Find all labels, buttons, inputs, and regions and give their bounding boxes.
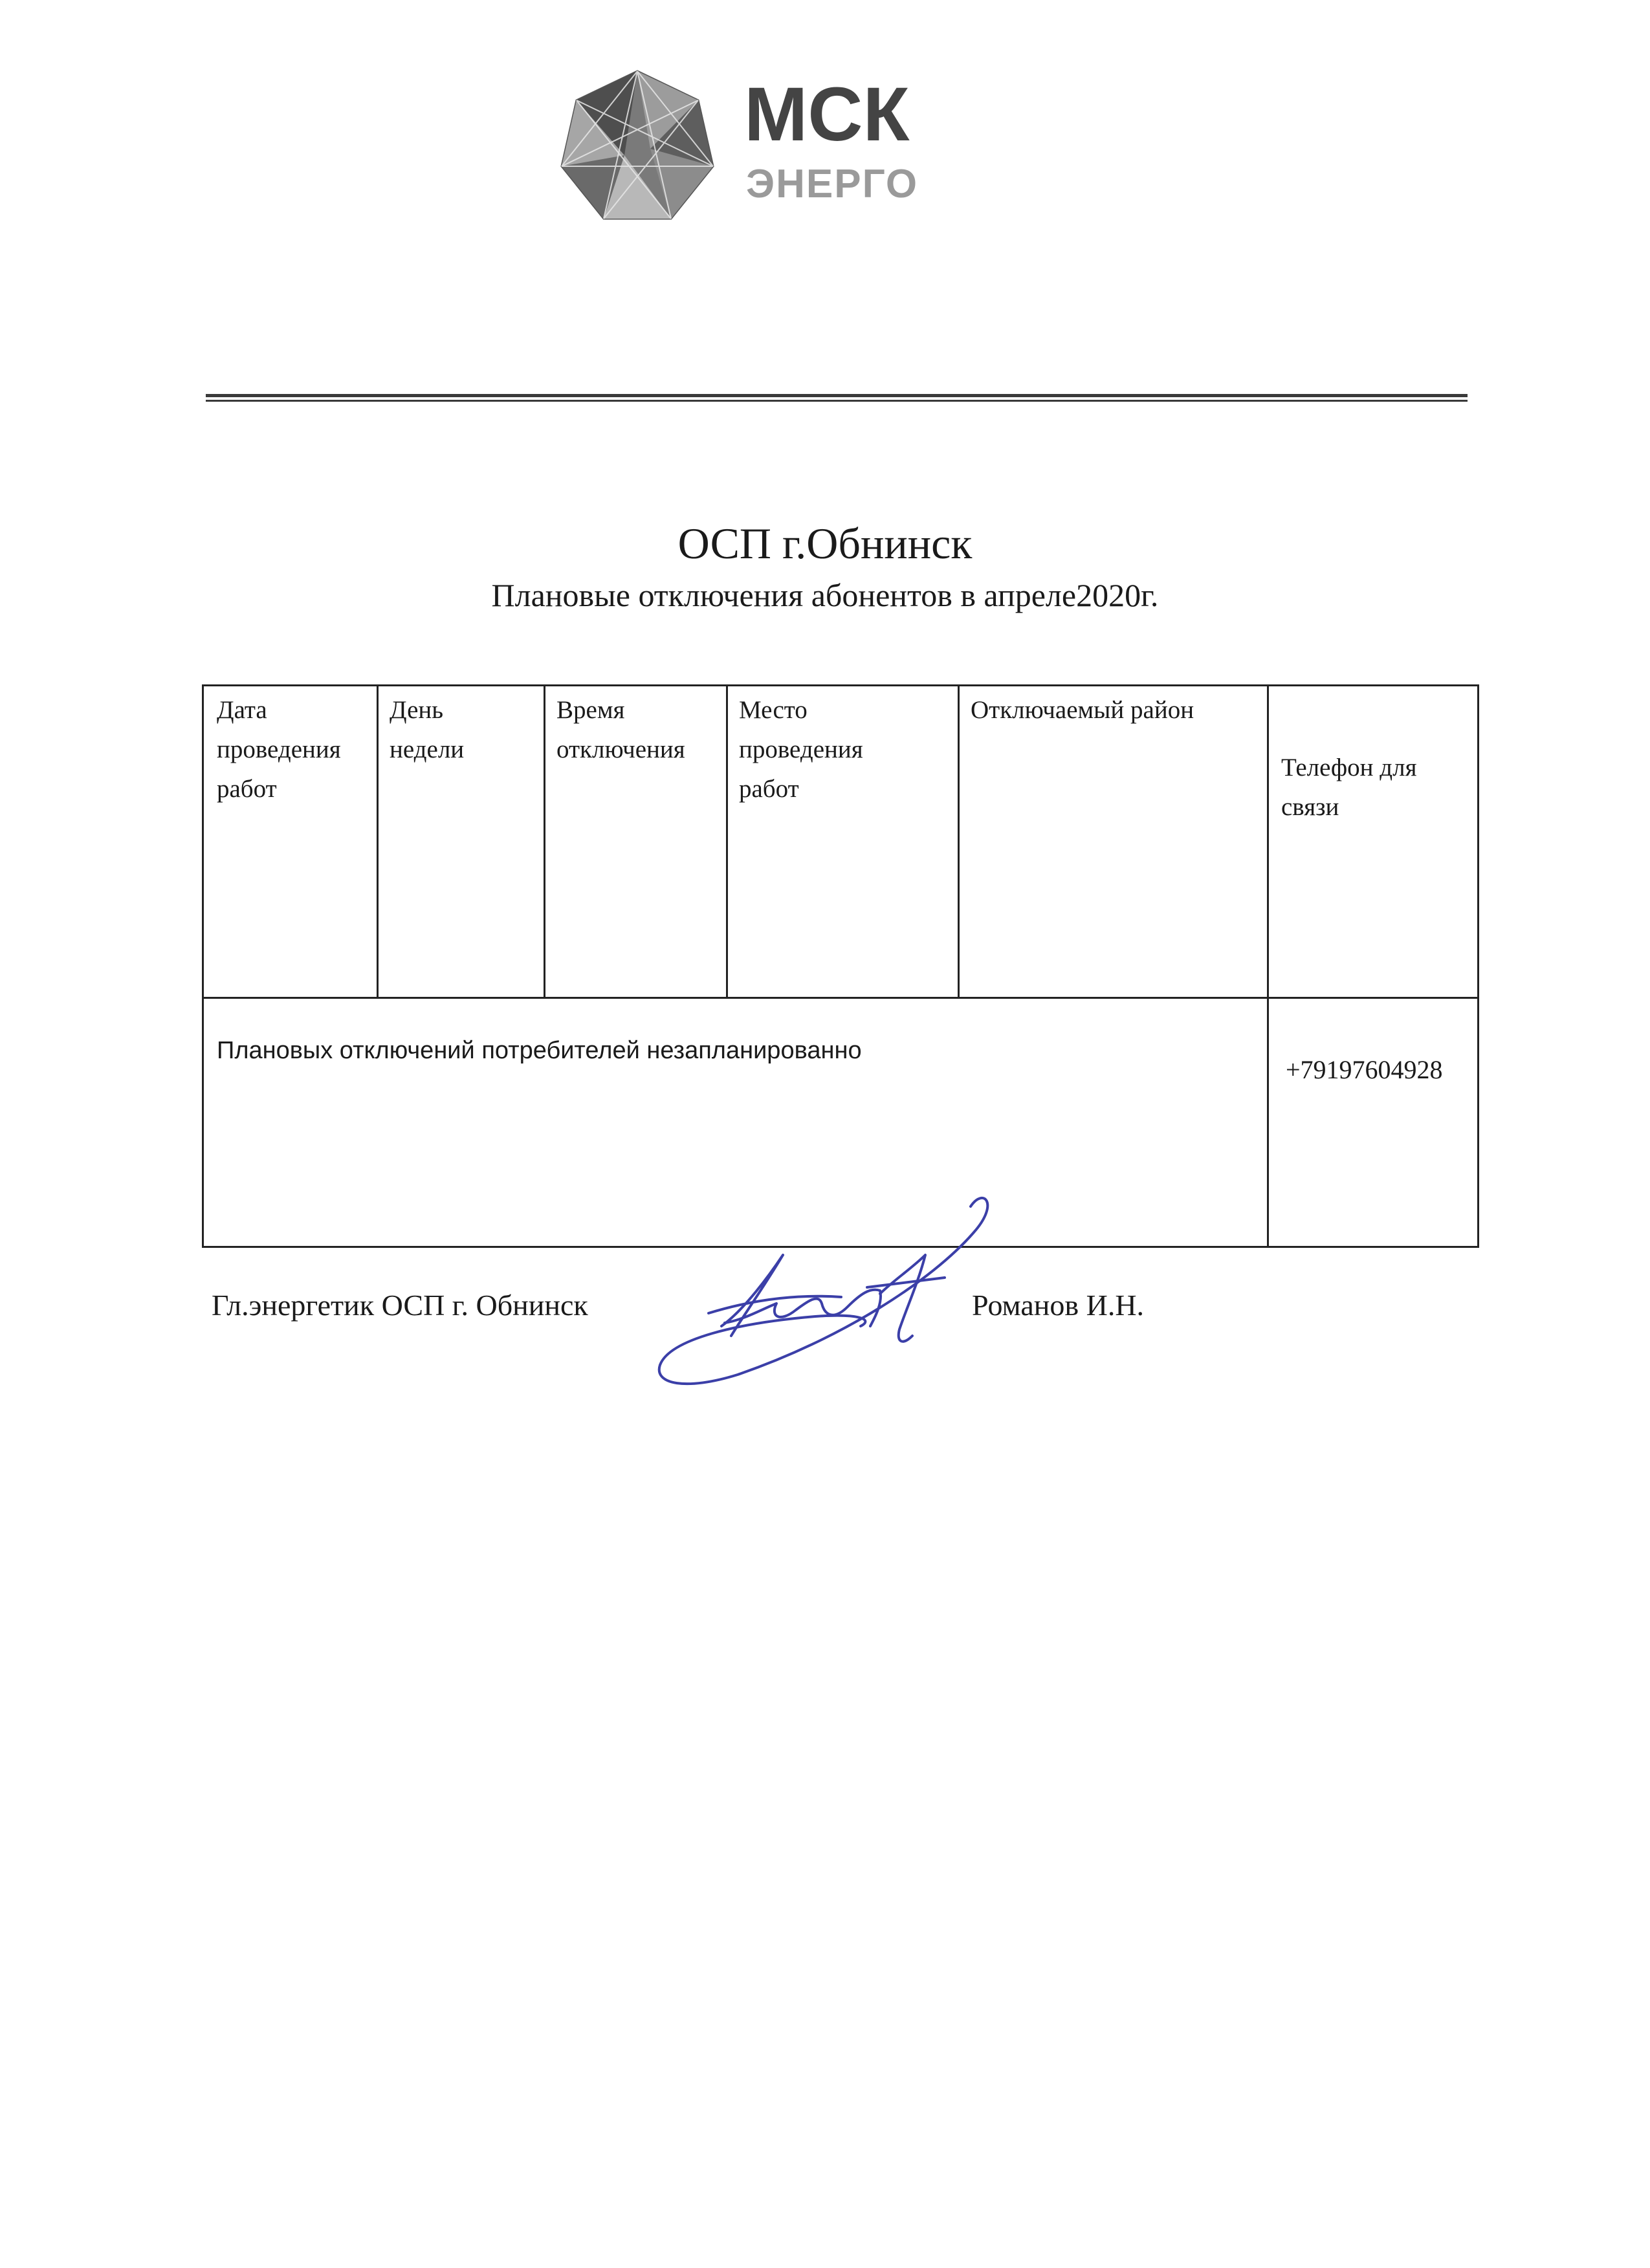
page-title: ОСП г.Обнинск bbox=[677, 519, 973, 568]
column-header-date: Дата проведения работ bbox=[217, 696, 341, 803]
column-header-time: Время отключения bbox=[556, 696, 685, 763]
column-divider bbox=[544, 686, 545, 997]
outage-table bbox=[202, 684, 1479, 1248]
page-subtitle: Плановые отключения абонентов в апреле2020г. bbox=[491, 577, 1159, 613]
column-divider bbox=[726, 686, 728, 997]
column-divider bbox=[1267, 686, 1269, 1248]
signatory-name: Романов И.Н. bbox=[972, 1289, 1145, 1322]
column-header-district: Отключаемый район bbox=[971, 696, 1194, 724]
column-header-weekday: День недели bbox=[390, 696, 465, 763]
handwritten-signature bbox=[647, 1190, 996, 1430]
msk-energo-logo-graphic bbox=[556, 68, 958, 230]
column-header-location: Место проведения работ bbox=[739, 696, 863, 803]
header-rule-thick bbox=[206, 394, 1468, 397]
contact-phone: +79197604928 bbox=[1286, 1055, 1443, 1084]
header-rule-thin bbox=[206, 400, 1468, 402]
column-divider bbox=[958, 686, 960, 997]
logo-name: МСК bbox=[744, 72, 910, 157]
header-row-divider bbox=[204, 997, 1477, 999]
msk-energo-logo bbox=[556, 68, 958, 230]
no-outages-note: Плановых отключений потребителей незапланированно bbox=[217, 1037, 862, 1064]
logo-subname: ЭНЕРГО bbox=[746, 162, 919, 206]
column-divider bbox=[377, 686, 379, 997]
column-header-phone: Телефон для связи bbox=[1281, 754, 1417, 821]
signatory-role: Гл.энергетик ОСП г. Обнинск bbox=[212, 1289, 588, 1322]
